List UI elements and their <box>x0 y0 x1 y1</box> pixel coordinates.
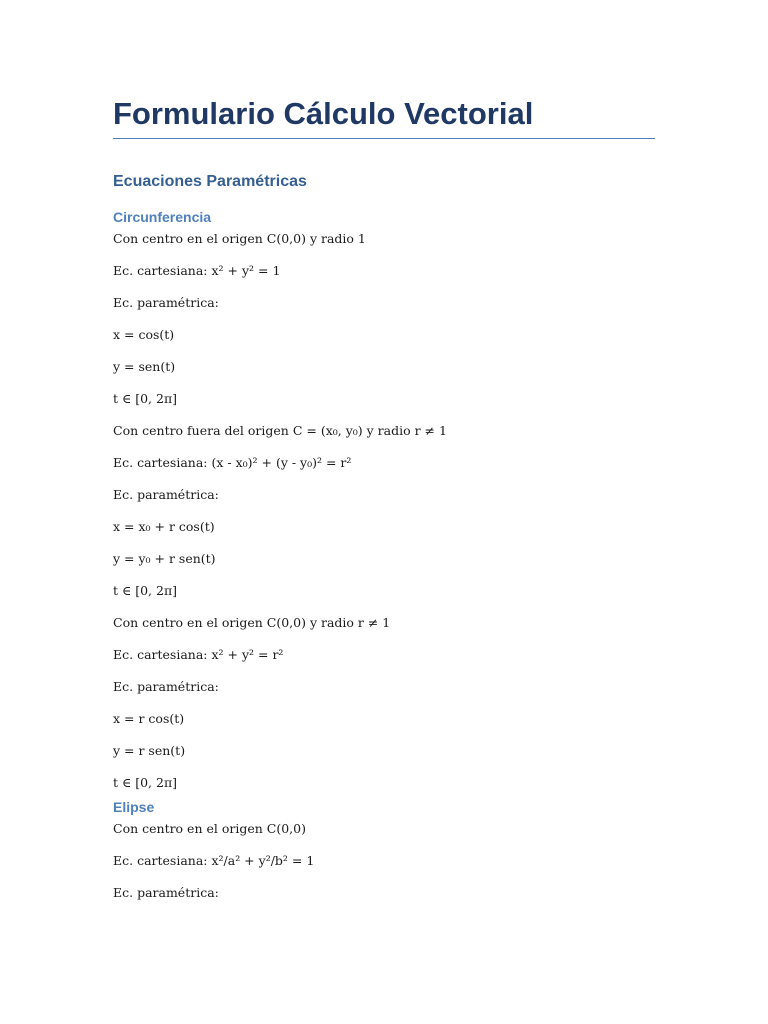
section-elipse <box>113 796 655 906</box>
text-line: Ec. paramétrica: <box>113 679 219 694</box>
text-line: Ec. paramétrica: <box>113 487 219 502</box>
document-title: Formulario Cálculo Vectorial <box>113 92 655 139</box>
text-line: y = r sen(t) <box>113 743 186 758</box>
text-line: Con centro en el origen C(0,0) y radio 1 <box>113 231 366 246</box>
text-line: Ec. cartesiana: x² + y² = 1 <box>113 263 281 278</box>
text-line: t ∈ [0, 2π] <box>113 775 178 790</box>
text-line: Ec. cartesiana: x²/a² + y²/b² = 1 <box>113 853 315 868</box>
section-heading: Circunferencia <box>113 209 212 225</box>
text-line: x = x₀ + r cos(t) <box>113 519 215 534</box>
text-line: Ec. paramétrica: <box>113 295 219 310</box>
section-heading: Elipse <box>113 799 155 815</box>
section-circunferencia <box>113 206 655 796</box>
text-line: x = cos(t) <box>113 327 175 342</box>
text-line: Con centro fuera del origen C = (x₀, y₀) y radio r ≠ 1 <box>113 423 447 438</box>
document-page <box>113 92 655 906</box>
text-line: Con centro en el origen C(0,0) y radio r ≠ 1 <box>113 615 391 630</box>
section-lines <box>113 228 655 796</box>
text-line: Ec. cartesiana: x² + y² = r² <box>113 647 284 662</box>
section-lines <box>113 818 655 906</box>
text-line: y = sen(t) <box>113 359 176 374</box>
text-line: y = y₀ + r sen(t) <box>113 551 216 566</box>
text-line: t ∈ [0, 2π] <box>113 391 178 406</box>
text-line: Ec. cartesiana: (x - x₀)² + (y - y₀)² = r² <box>113 455 352 470</box>
text-line: Ec. paramétrica: <box>113 885 219 900</box>
text-line: t ∈ [0, 2π] <box>113 583 178 598</box>
text-line: Con centro en el origen C(0,0) <box>113 821 306 836</box>
text-line: x = r cos(t) <box>113 711 185 726</box>
heading-ecuaciones-parametricas: Ecuaciones Paramétricas <box>113 173 307 190</box>
